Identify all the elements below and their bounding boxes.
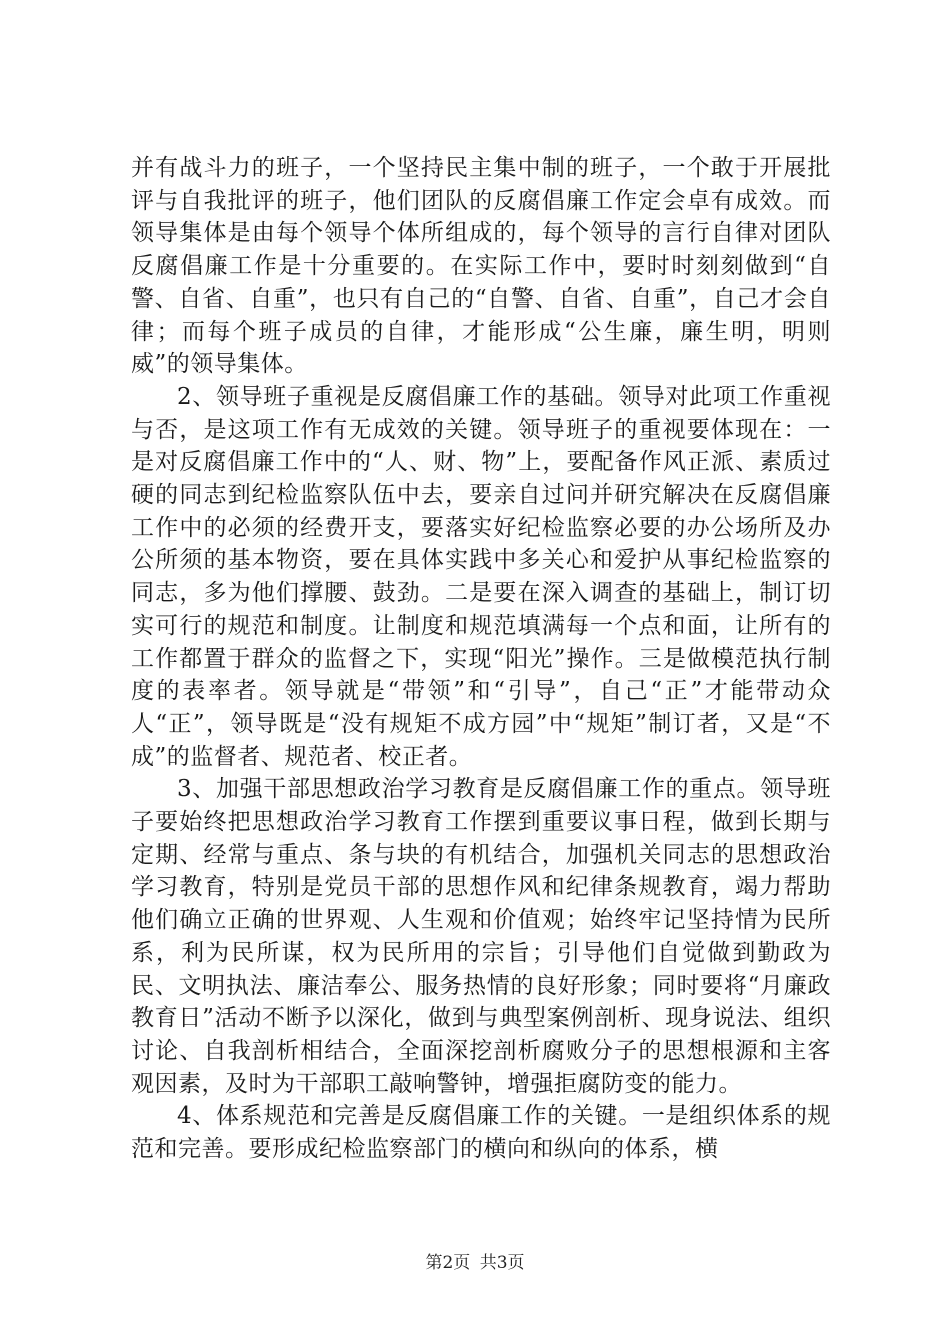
page-number: 第2页	[425, 1253, 471, 1273]
page-footer	[0, 1248, 950, 1273]
paragraph-3: 3、加强干部思想政治学习教育是反腐倡廉工作的重点。领导班子要始终把思想政治学习教育工作摆到重要议事日程，做到长期与定期、经常与重点、条与块的有机结合，加强机关同志的思想政治学习教育，特别是党员干部的思想作风和纪律条规教育，竭力帮助他们确立正确的世界观、人生观和价值观；始终牢记坚持情为民所系，利为民所谋，权为民所用的宗旨；引导他们自觉做到勤政为民、文明执法、廉洁奉公、服务热情的良好形象；同时要将“月廉政教育日”活动不断予以深化，做到与典型案例剖析、现身说法、组织讨论、自我剖析相结合，全面深挖剖析腐败分子的思想根源和主客观因素，及时为干部职工敲响警钟，增强拒腐防变的能力。	[131, 776, 831, 1097]
paragraph-2: 2、领导班子重视是反腐倡廉工作的基础。领导对此项工作重视与否，是这项工作有无成效的关键。领导班子的重视要体现在：一是对反腐倡廉工作中的“人、财、物”上，要配备作风正派、素质过硬的同志到纪检监察队伍中去，要亲自过问并研究解决在反腐倡廉工作中的必须的经费开支，要落实好纪检监察必要的办公场所及办公所须的基本物资，要在具体实践中多关心和爱护从事纪检监察的同志，多为他们撑腰、鼓劲。二是要在深入调查的基础上，制订切实可行的规范和制度。让制度和规范填满每一个点和面，让所有的工作都置于群众的监督之下，实现“阳光”操作。三是做模范执行制度的表率者。领导就是“带领”和“引导”，自己“正”才能带动众人“正”，领导既是“没有规矩不成方园”中“规矩”制订者，又是“不成”的监督者、规范者、校正者。	[131, 383, 831, 770]
document-body	[131, 152, 831, 1166]
paragraph-1: 并有战斗力的班子，一个坚持民主集中制的班子，一个敢于开展批评与自我批评的班子，他们团队的反腐倡廉工作定会卓有成效。而领导集体是由每个领导个体所组成的，每个领导的言行自律对团队反腐倡廉工作是十分重要的。在实际工作中，要时时刻刻做到“自警、自省、自重”，也只有自己的“自警、自省、自重”，自己才会自律；而每个班子成员的自律，才能形成“公生廉，廉生明，明则威”的领导集体。	[131, 155, 831, 378]
page-total: 共3页	[479, 1253, 525, 1273]
paragraph-4: 4、体系规范和完善是反腐倡廉工作的关键。一是组织体系的规范和完善。要形成纪检监察部门的横向和纵向的体系，横	[131, 1103, 831, 1163]
